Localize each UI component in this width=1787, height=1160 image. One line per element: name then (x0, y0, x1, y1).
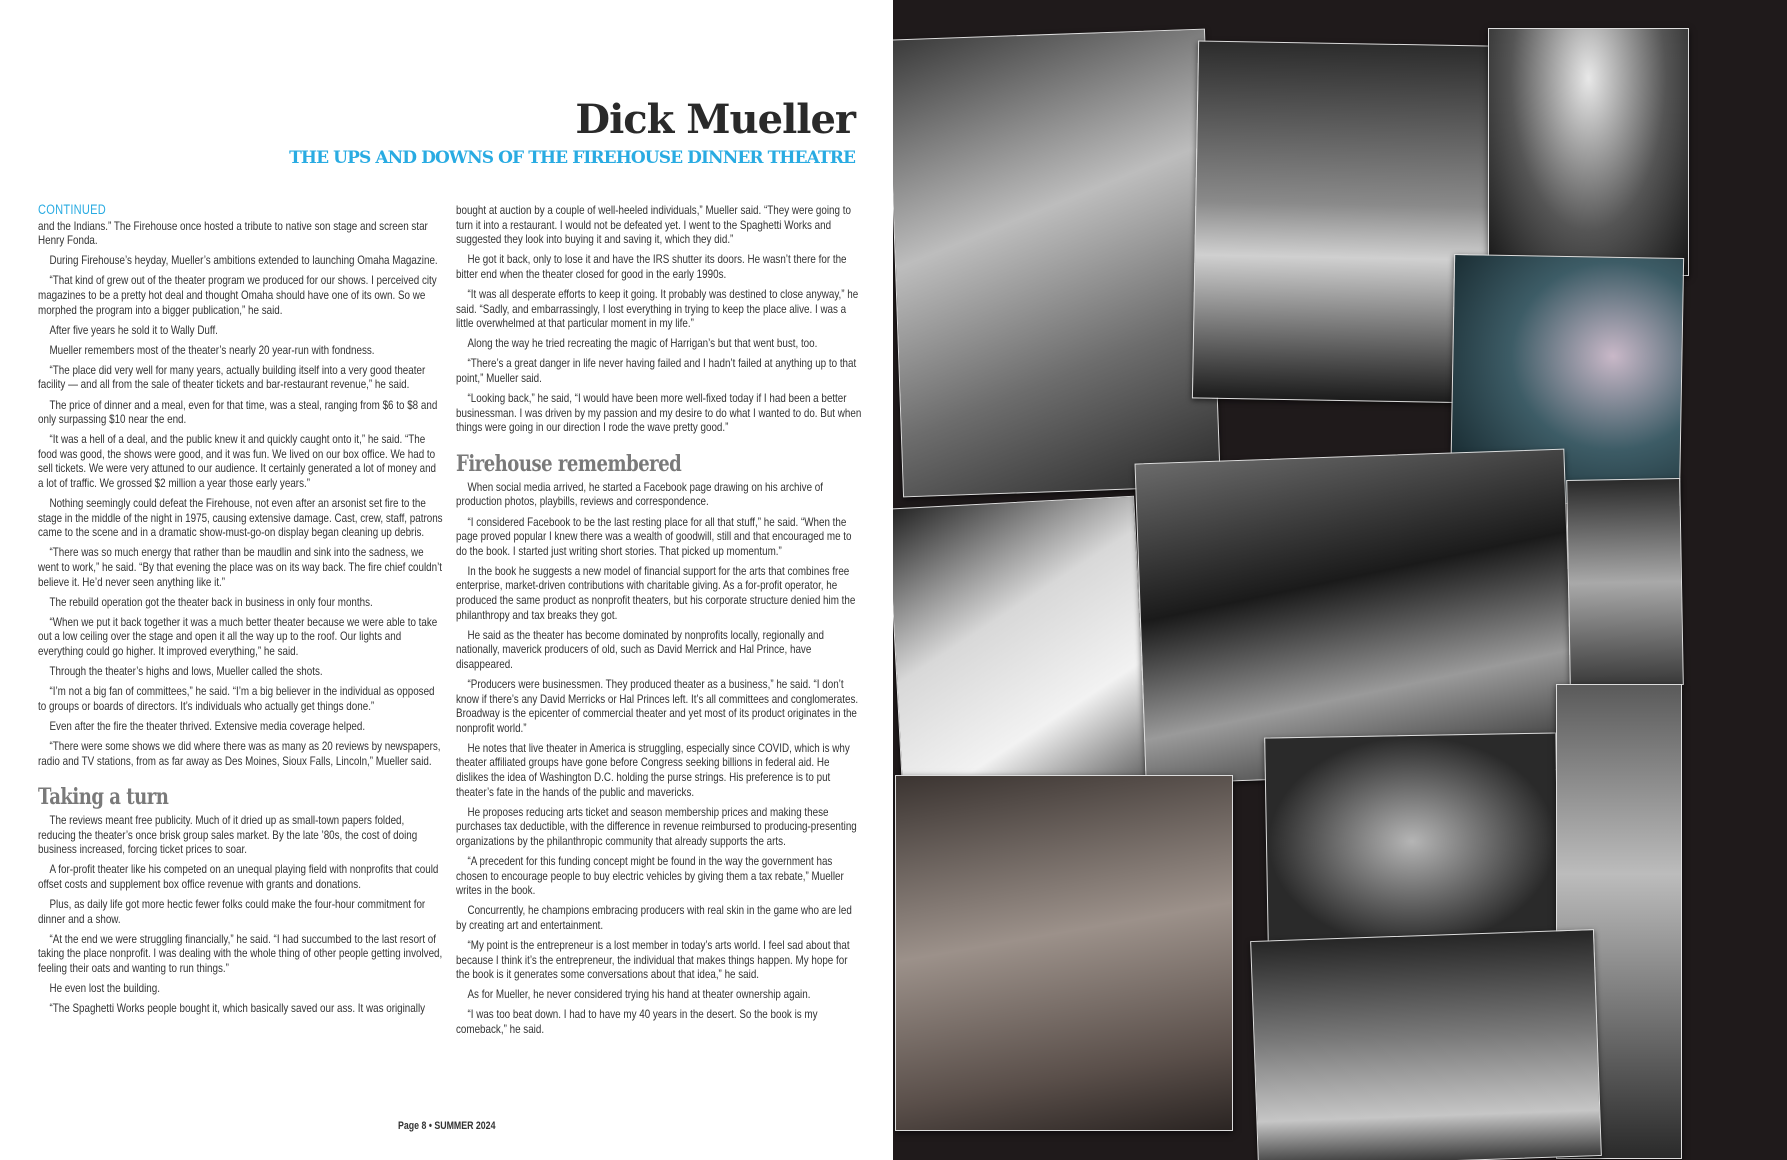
article-paragraph: “At the end we were struggling financially,” he said. “I had succumbed to the last resort of taking the place nonprofit. I was dealing with the whole thing of other people getting involved, feeling their oats and wanting to run things.” (38, 931, 443, 975)
article-paragraph: In the book he suggests a new model of financial support for the arts that combines free enterprise, market-driven contributions with charitable giving. As a for-profit operator, he produced the same product as nonprofit theaters, but his corporate structure denied him the philanthropy and tax breaks they got. (456, 563, 856, 622)
article-paragraph: “I’m not a big fan of committees,” he said. “I’m a big believer in the individual as opposed to groups or boards of directors. It’s individuals who actually get things done.” (38, 684, 435, 713)
article-title: Dick Mueller (575, 96, 855, 143)
article-paragraph: “There was so much energy that rather than be maudlin and sink into the sadness, we went to work,” he said. “By that evening the place was on its way back. The fire chief couldn’t believe it. He’d never seen anything like it.” (38, 545, 443, 589)
left-intro-paragraphs (38, 219, 444, 769)
article-paragraph: “There were some shows we did where there was as many as 20 reviews by newspapers, radio and TV stations, from as far away as Des Moines, Sioux Falls, Lincoln,” Mueller said. (38, 738, 441, 768)
photo-two-men-yankees-shirt (893, 29, 1221, 498)
photo-bearded-man-curly-woman (893, 496, 1150, 807)
article-paragraph: Mueller remembers most of the theater’s nearly 20 year-run with fondness. (49, 342, 375, 357)
article-paragraph: Plus, as daily life got more hectic fewer folks could make the four-hour commitment for dinner and a show. (38, 897, 426, 926)
article-paragraph: He even lost the building. (49, 981, 160, 996)
article-paragraph: “There’s a great danger in life never having failed and I hadn’t failed at anything up to that point,” Mueller said. (456, 356, 857, 385)
article-paragraph: A for-profit theater like his competed on an unequal playing field with nonprofits that could offset costs and supplement box office revenue with grants and donations. (38, 862, 439, 891)
article-paragraph: “Looking back,” he said, “I would have been more well-fixed today if I had been a better businessman. I was driven by my passion and my desire to do what I wanted to do. But when things were going in our direction I rode the wave pretty good.” (456, 391, 862, 435)
photo-family-cast-on-couch (1192, 40, 1493, 403)
article-paragraph: “A precedent for this funding concept might be found in the way the government has chosen to encourage people to buy electric vehicles by giving them a tax rebate,” Mueller writes in the book. (456, 853, 844, 898)
article-paragraph: “Producers were businessmen. They produced theater as a business,” he said. “I don’t know if there’s any David Merricks or Hal Princes left. It’s all committees and conglomerates. Broadway is the epicenter of commercial theater and yet most of its product originates in the nonprofit world.” (456, 676, 859, 735)
article-paragraph: Nothing seemingly could defeat the Firehouse, not even after an arsonist set fire to the stage in the middle of the night in 1975, causing extensive damage. Cast, crew, staff, patrons came to the scene and in a dramatic show-must-go-on display began cleaning up debris. (38, 496, 443, 540)
section-heading-firehouse-remembered: Firehouse remembered (456, 450, 682, 477)
article-paragraph: “The place did very well for many years, actually building itself into a very good theater facility — and all from the sale of theater tickets and bar-restaurant revenue,” he said. (38, 362, 426, 392)
left-section-paragraphs (38, 813, 444, 1016)
article-paragraph: “I was too beat down. I had to have my 40 years in the desert. So the book is my comeback,” he said. (456, 1007, 818, 1036)
article-paragraph: “The Spaghetti Works people bought it, which basically saved our ass. It was originally (49, 1001, 426, 1016)
article-paragraph: bought at auction by a couple of well-heeled individuals,” Mueller said. “They were going to turn it into a restaurant. I would not be defeated yet. I went to the Spaghetti Works and suggested they look into buying it and saving it, which they did.” (456, 203, 851, 247)
photo-dinner-theater-audience (1250, 929, 1602, 1160)
article-subtitle: THE UPS AND DOWNS OF THE FIREHOUSE DINNER THEATRE (289, 148, 855, 168)
article-paragraph: The price of dinner and a meal, even for that time, was a steal, ranging from $6 to $8 and only surpassing $10 near the end. (38, 397, 438, 427)
article-paragraph: Even after the fire the theater thrived. Extensive media coverage helped. (49, 718, 366, 733)
article-paragraph: Through the theater’s highs and lows, Mueller called the shots. (49, 664, 323, 679)
article-paragraph: The reviews meant free publicity. Much of it dried up as small-town papers folded, reducing the theater’s once brisk group sales market. By the late ’80s, the cost of doing business increased, forcing ticket prices to soar. (38, 813, 418, 857)
article-paragraph: When social media arrived, he started a Facebook page drawing on his archive of production photos, playbills, reviews and correspondence. (456, 479, 824, 509)
article-paragraph: He proposes reducing arts ticket and season membership prices and making these purchases tax deductible, with the difference in revenue reimbursed to producing-presenting organizations by the philanthropic community that already supports the arts. (456, 804, 857, 848)
continued-label: CONTINUED (38, 202, 107, 217)
article-paragraph: “It was all desperate efforts to keep it going. It probably was destined to close anyway,” he said. “Sadly, and embarrassingly, I lost everything in trying to keep the place alive. I was a little overwhelmed at that particular moment in my life.” (456, 286, 859, 331)
article-paragraph: Concurrently, he champions embracing producers with real skin in the game who are led by creating art and entertainment. (456, 903, 852, 932)
photo-sepia-cast-thumbs-up (895, 775, 1233, 1131)
text-column-left (38, 203, 444, 1021)
photo-stage-soldiers (1488, 28, 1689, 276)
article-paragraph: He said as the theater has become dominated by nonprofits locally, regionally and nationally, maverick producers of old, such as David Merrick and Hal Prince, have disappeared. (456, 627, 824, 671)
article-paragraph: “My point is the entrepreneur is a lost member in today’s arts world. I feel sad about that because I think it’s the entrepreneur, the individual that makes things happen. My hope for the book is it generates some conversations about that idea,” he said. (456, 937, 850, 982)
photo-cast-group (1566, 478, 1684, 687)
article-paragraph: “When we put it back together it was a much better theater because we were able to take out a low ceiling over the stage and open it all the way up to the roof. Our lights and everything could go higher. It improved everything,” he said. (38, 614, 438, 658)
article-paragraph: The rebuild operation got the theater back in business in only four months. (49, 594, 373, 609)
photo-stage-ensemble (1264, 732, 1560, 950)
article-paragraph: “That kind of grew out of the theater program we produced for our shows. I perceived city magazines to be a pretty hot deal and thought Omaha should have one of its own. So we morphed the program into a bigger publication,” he said. (38, 273, 437, 317)
article-paragraph: As for Mueller, he never considered trying his hand at theater ownership again. (467, 987, 811, 1002)
page-footer: Page 8 • SUMMER 2024 (398, 1120, 496, 1132)
article-paragraph: During Firehouse’s heyday, Mueller’s ambitions extended to launching Omaha Magazine. (49, 253, 438, 268)
article-paragraph: “I considered Facebook to be the last resting place for all that stuff,” he said. “When the page proved popular I knew there was a wealth of goodwill, still and that encouraged me to do the book. I started just writing short stories. That picked up momentum.” (456, 514, 852, 558)
article-paragraph: Along the way he tried recreating the magic of Harrigan’s but that went bust, too. (467, 336, 818, 351)
article-paragraph: He notes that live theater in America is struggling, especially since COVID, which is why theater affiliated groups have gone before Congress seeking billions in federal aid. He dislikes the idea of Washington D.C. holding the purse strings. His preference is to put theater’s fate in the hands of the public and mavericks. (456, 740, 850, 799)
section-heading-taking-a-turn: Taking a turn (38, 784, 169, 811)
article-page (0, 0, 893, 1160)
article-paragraph: “It was a hell of a deal, and the public knew it and quickly caught onto it,” he said. “The food was good, the shows were good, and it was fun. We lived on our box office. We had to sell tickets. We were very attuned to our audience. It certainly generated a lot of money and a lot of traffic. We grossed $2 million a year those early years.” (38, 432, 437, 490)
right-section-paragraphs (456, 480, 862, 1037)
article-paragraph: After five years he sold it to Wally Duff. (49, 322, 218, 337)
text-column-right (456, 203, 862, 1042)
right-intro-paragraphs (456, 203, 862, 435)
photo-collage (893, 0, 1787, 1160)
article-paragraph: He got it back, only to lose it and have the IRS shutter its doors. He wasn’t there for the bitter end when the theater closed for good in the early 1990s. (456, 252, 847, 281)
article-paragraph: and the Indians.” The Firehouse once hosted a tribute to native son stage and screen star Henry Fonda. (38, 218, 428, 248)
